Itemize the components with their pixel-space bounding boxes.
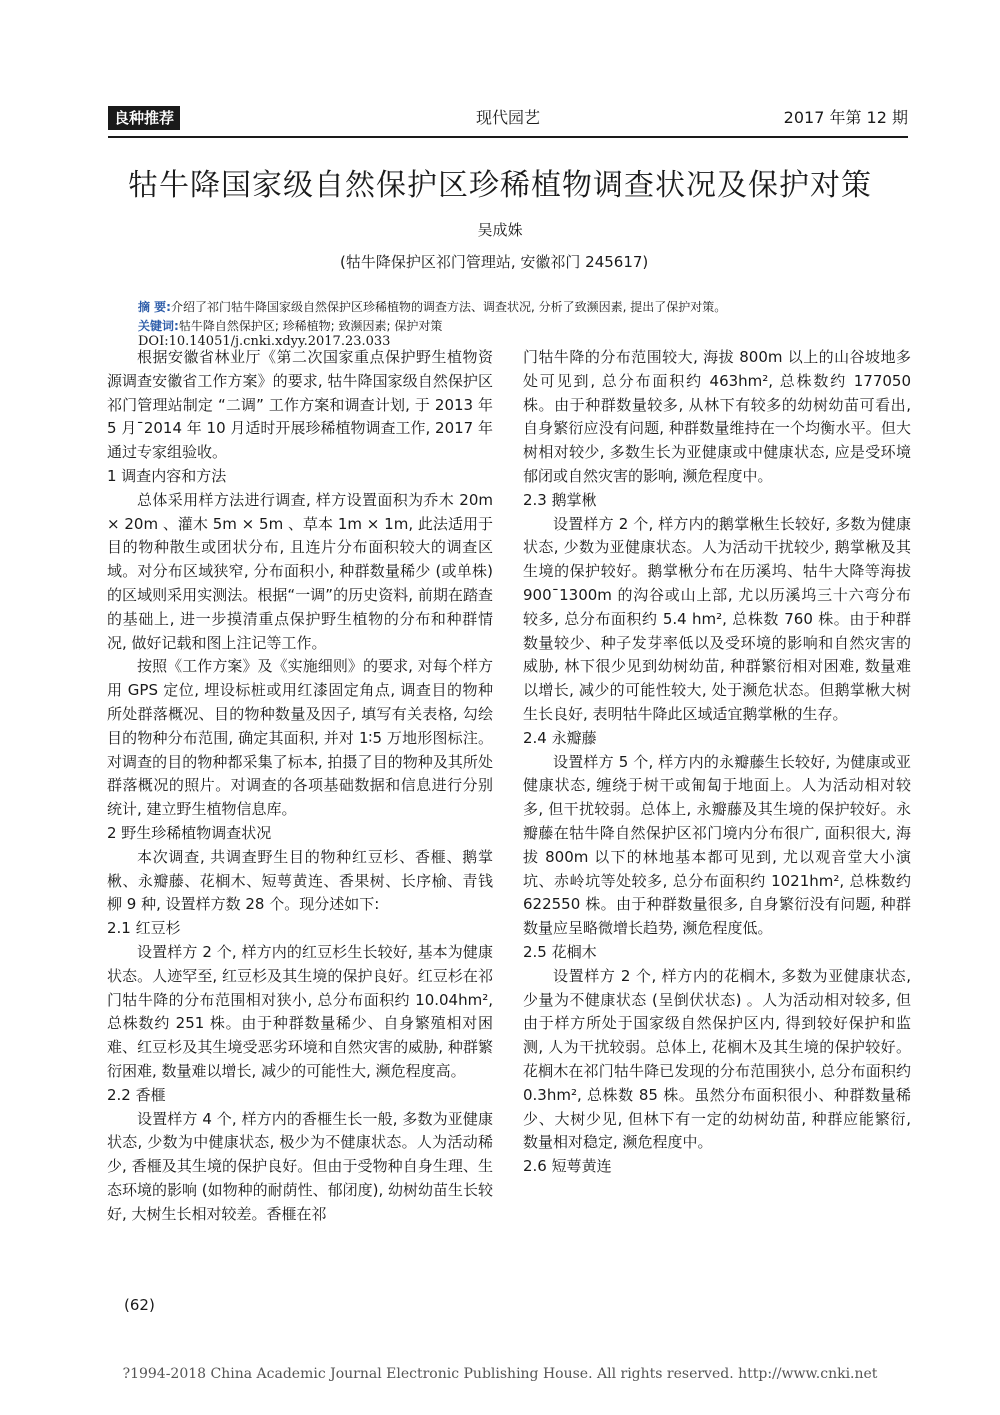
header-rule [108,136,908,138]
paragraph: 设置样方 4 个, 样方内的香榧生长一般, 多数为亚健康状态, 少数为中健康状态, 极少为不健康状态。人为活动稀少, 香榧及其生境的保护良好。但由于受物种自身生理、生态环境的影响 (如物种的耐荫性、郁闭度), 幼树幼苗生长较好, 大树生长相对较差。香榧在祁 [107,1109,494,1223]
left-column [107,346,493,1226]
paragraph: 根据安徽省林业厅《第二次国家重点保护野生植物资源调查安徽省工作方案》的要求, 牯牛降国家级自然保护区祁门管理站制定 “二调” 工作方案和调查计划, 于 2013 年 5 月¯2014 年 10 月适时开展珍稀植物调查工作, 2017 年通过专家组验收。 [107,348,493,462]
keywords-label: 关键词: [138,319,179,333]
subsection-heading: 2.5 花榈木 [523,942,597,961]
paragraph: 总体采用样方法进行调查, 样方设置面积为乔木 20m × 20m 、灌木 5m × 5m 、草本 1m × 1m, 此法适用于目的物种散生或团状分布, 且连片分布面积较大的调查区域。对分布区域狭窄, 分布面积小, 种群数量稀少 (或单株) 的区域则采用实测法。根据“一调”的历史资料, 前期在踏查的基础上, 进一步摸清重点保护野生植物的分布和种群情况, 做好记载和图上注记等工作。 [107,490,493,652]
subsection-heading: 2.1 红豆杉 [107,919,181,938]
section-heading: 1 调查内容和方法 [107,466,227,485]
journal-name: 现代园艺 [475,108,540,127]
paragraph: 本次调查, 共调查野生目的物种红豆杉、香榧、鹅掌楸、永瓣藤、花榈木、短萼黄连、香果树、长序榆、青钱柳 9 种, 设置样方数 28 个。现分述如下: [107,847,493,914]
column-badge: 良种推荐 [108,106,180,130]
article-title: 牯牛降国家级自然保护区珍稀植物调查状况及保护对策 [128,168,872,203]
abstract-text: 介绍了祁门牯牛降国家级自然保护区珍稀植物的调查方法、调查状况, 分析了致濒因素, 提出了保护对策。 [170,300,727,314]
copyright-footer: ?1994-2018 China Academic Journal Electronic Publishing House. All rights reserved. http://www.cnki.net [122,1366,878,1382]
issue-number: 2017 年第 12 期 [783,108,908,127]
abstract [138,298,908,316]
section-heading: 2 野生珍稀植物调查状况 [107,823,272,842]
subsection-heading: 2.2 香榧 [107,1085,166,1104]
subsection-heading: 2.3 鹅掌楸 [523,490,597,509]
subsection-heading: 2.4 永瓣藤 [523,728,597,747]
author-affiliation: (牯牛降保护区祁门管理站, 安徽祁门 245617) [340,253,649,271]
subsection-heading: 2.6 短萼黄连 [523,1157,612,1176]
article-author: 吴成姝 [477,221,523,239]
keywords-text: 牯牛降自然保护区; 珍稀植物; 致濒因素; 保护对策 [178,319,443,333]
running-header [108,106,908,134]
doi: DOI:10.14051/j.cnki.xdyy.2017.23.033 [138,334,391,349]
paragraph: 按照《工作方案》及《实施细则》的要求, 对每个样方用 GPS 定位, 埋设标桩或用红漆固定角点, 调查目的物种所处群落概况、目的物种数量及因子, 填写有关表格, 勾绘目的物种分布范围, 确定其面积, 并对 1∶5 万地形图标注。对调查的目的物种都采集了标本, 拍摄了目的物种及其所处群落概况的照片。对调查的各项基础数据和信息进行分别统计, 建立野生植物信息库。 [107,657,493,819]
paragraph-continued: 门牯牛降的分布范围较大, 海拔 800m 以上的山谷坡地多处可见到, 总分布面积约 463hm², 总株数约 177050 株。由于种群数量较多, 从林下有较多的幼树幼苗可看出, 自身繁衍应没有问题, 种群数量维持在一个均衡水平。但大树相对较少, 多数生长为亚健康或中健康状态, 应是受环境郁闭或自然灾害的影响, 濒危程度中。 [523,348,911,485]
paragraph: 设置样方 2 个, 样方内的鹅掌楸生长较好, 多数为健康状态, 少数为亚健康状态。人为活动干扰较少, 鹅掌楸及其生境的保护较好。鹅掌楸分布在历溪坞、牯牛大降等海拔 900¯1300m 的沟谷或山上部, 尤以历溪坞三十六弯分布较多, 总分布面积约 5.4 hm², 总株数 760 株。由于种群数量较少、种子发芽率低以及受环境的影响和自然灾害的威胁, 林下很少见到幼树幼苗, 种群繁衍相对困难, 数量难以增长, 减少的可能性较大, 处于濒危状态。但鹅掌楸大树生长良好, 表明牯牛降此区域适宜鹅掌楸的生存。 [523,514,911,723]
page-number: (62) [124,1296,155,1314]
abstract-label: 摘 要: [138,300,171,314]
paragraph: 设置样方 2 个, 样方内的红豆杉生长较好, 基本为健康状态。人迹罕至, 红豆杉及其生境的保护良好。红豆杉在祁门牯牛降的分布范围相对狭小, 总分布面积约 10.04hm², 总株数约 251 株。由于种群数量稀少、自身繁殖相对困难、红豆杉及其生境受恶劣环境和自然灾害的威胁, 种群繁衍困难, 数量难以增长, 减少的可能性大, 濒危程度高。 [107,942,493,1080]
right-column [523,346,911,1179]
paragraph: 设置样方 2 个, 样方内的花榈木, 多数为亚健康状态, 少量为不健康状态 (呈倒伏状态) 。人为活动相对较多, 但由于样方所处于国家级自然保护区内, 得到较好保护和监测, 人为干扰较弱。总体上, 花榈木及其生境的保护较好。花榈木在祁门牯牛降已发现的分布范围狭小, 总分布面积约 0.3hm², 总株数 85 株。虽然分布面积很小、种群数量稀少、大树少见, 但林下有一定的幼树幼苗, 种群应能繁衍, 数量相对稳定, 濒危程度中。 [523,966,911,1152]
paragraph: 设置样方 5 个, 样方内的永瓣藤生长较好, 为健康或亚健康状态, 缠绕于树干或匍匐于地面上。人为活动相对较多, 但干扰较弱。总体上, 永瓣藤及其生境的保护较好。永瓣藤在牯牛降自然保护区祁门境内分布很广, 面积很大, 海拔 800m 以下的林地基本都可见到, 尤以观音堂大小演坑、赤岭坑等处较多, 总分布面积约 1021hm², 总株数约 622550 株。由于种群数量很多, 自身繁衍没有问题, 种群数量应呈略微增长趋势, 濒危程度低。 [523,752,911,938]
